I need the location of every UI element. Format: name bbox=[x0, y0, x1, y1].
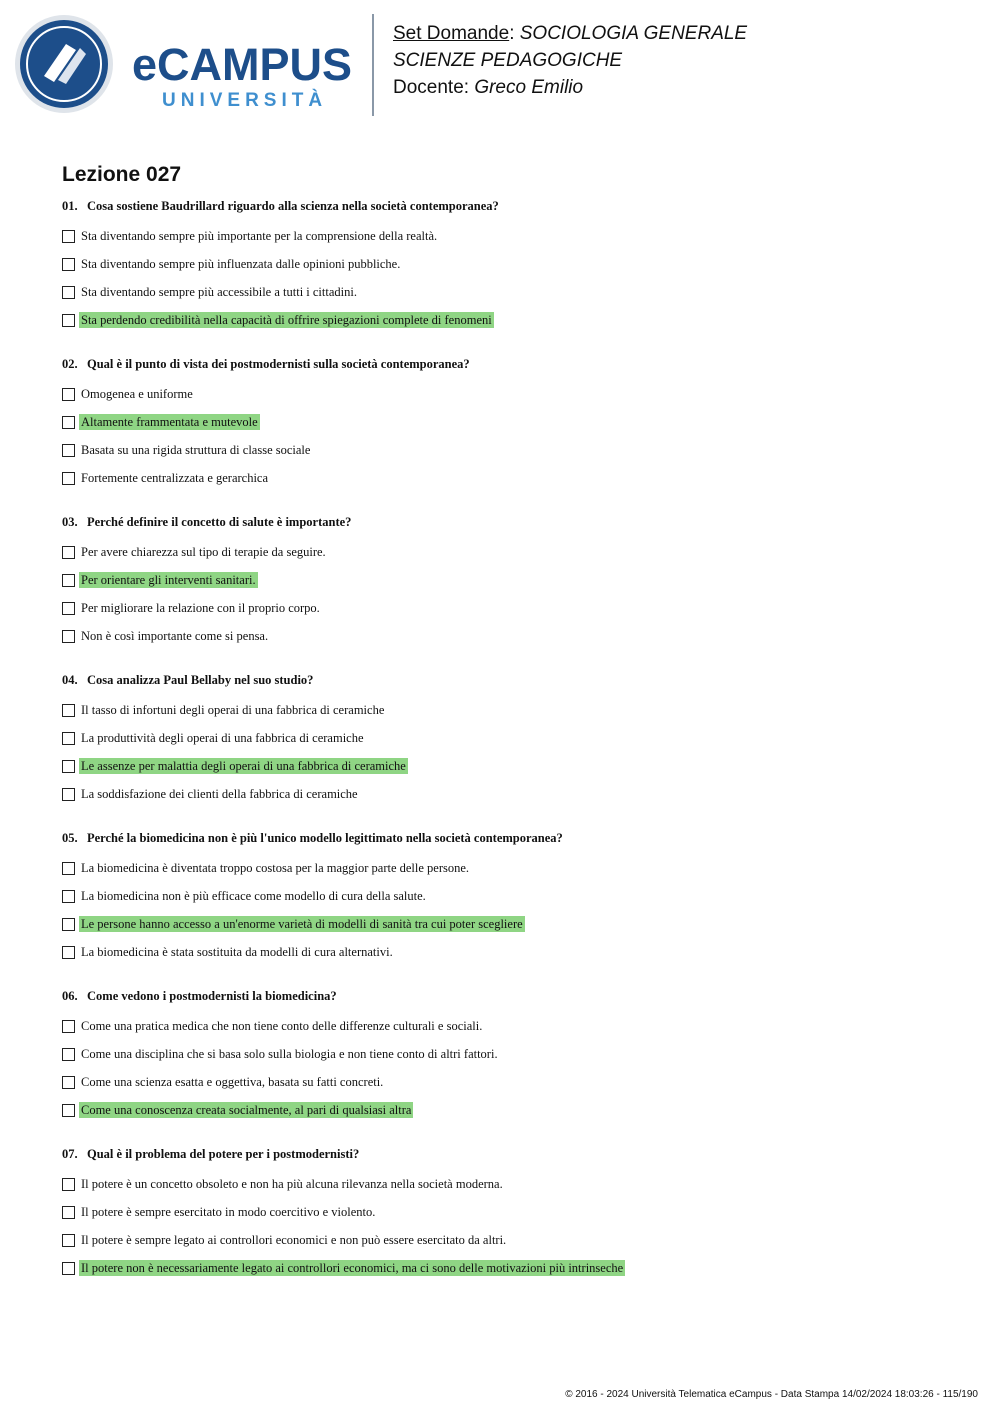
quiz-content bbox=[62, 162, 962, 1304]
question-title bbox=[62, 988, 962, 1004]
question-7 bbox=[62, 1146, 962, 1282]
answer-text: Sta perdendo credibilità nella capacità di offrire spiegazioni complete di fenomeni bbox=[81, 313, 492, 327]
page-footer: © 2016 - 2024 Università Telematica eCampus - Data Stampa 14/02/2024 18:03:26 - 115/190 bbox=[565, 1389, 978, 1400]
checkbox-icon[interactable] bbox=[62, 1020, 75, 1033]
checkbox-icon[interactable] bbox=[62, 314, 75, 327]
answer-option[interactable] bbox=[62, 696, 962, 724]
checkbox-icon[interactable] bbox=[62, 1076, 75, 1089]
question-number: 06. bbox=[62, 989, 78, 1003]
answer-option[interactable] bbox=[62, 1226, 962, 1254]
checkbox-icon[interactable] bbox=[62, 602, 75, 615]
checkbox-icon[interactable] bbox=[62, 946, 75, 959]
answer-option-correct[interactable] bbox=[62, 1254, 962, 1282]
checkbox-icon[interactable] bbox=[62, 630, 75, 643]
checkbox-icon[interactable] bbox=[62, 546, 75, 559]
answer-text: Il potere è sempre esercitato in modo coercitivo e violento. bbox=[81, 1205, 376, 1219]
answer-text: Sta diventando sempre più accessibile a tutti i cittadini. bbox=[81, 285, 357, 299]
question-text: Perché definire il concetto di salute è importante? bbox=[87, 515, 352, 529]
question-text: Cosa analizza Paul Bellaby nel suo studio? bbox=[87, 673, 314, 687]
answer-option[interactable] bbox=[62, 222, 962, 250]
checkbox-icon[interactable] bbox=[62, 760, 75, 773]
checkbox-icon[interactable] bbox=[62, 788, 75, 801]
question-title bbox=[62, 514, 962, 530]
answer-text: Altamente frammentata e mutevole bbox=[81, 415, 258, 429]
answer-option[interactable] bbox=[62, 380, 962, 408]
answer-text: Il potere è sempre legato ai controllori economici e non può essere esercitato da altri. bbox=[81, 1233, 507, 1247]
answer-option-correct[interactable] bbox=[62, 910, 962, 938]
set-line bbox=[393, 20, 747, 47]
ecampus-logo bbox=[14, 14, 354, 114]
checkbox-icon[interactable] bbox=[62, 230, 75, 243]
course-name: SOCIOLOGIA GENERALE bbox=[519, 23, 748, 44]
answer-text: La biomedicina è stata sostituita da modelli di cura alternativi. bbox=[81, 945, 393, 959]
checkbox-icon[interactable] bbox=[62, 574, 75, 587]
answer-option[interactable] bbox=[62, 1068, 962, 1096]
answer-option-correct[interactable] bbox=[62, 1096, 962, 1124]
answer-option-correct[interactable] bbox=[62, 566, 962, 594]
question-text: Qual è il problema del potere per i postmodernisti? bbox=[87, 1147, 360, 1161]
docente-name: Greco Emilio bbox=[474, 77, 584, 98]
checkbox-icon[interactable] bbox=[62, 472, 75, 485]
checkbox-icon[interactable] bbox=[62, 1104, 75, 1117]
answer-text: Come una conoscenza creata socialmente, al pari di qualsiasi altra bbox=[81, 1103, 412, 1117]
logo-word: eCAMPUS bbox=[132, 39, 353, 90]
docente-line bbox=[393, 74, 747, 101]
question-title bbox=[62, 356, 962, 372]
answer-option[interactable] bbox=[62, 854, 962, 882]
answer-text: Per orientare gli interventi sanitari. bbox=[81, 573, 256, 587]
checkbox-icon[interactable] bbox=[62, 704, 75, 717]
answer-option-correct[interactable] bbox=[62, 408, 962, 436]
checkbox-icon[interactable] bbox=[62, 388, 75, 401]
header-text bbox=[393, 20, 747, 101]
question-number: 03. bbox=[62, 515, 78, 529]
answer-option[interactable] bbox=[62, 780, 962, 808]
question-list bbox=[62, 198, 962, 1282]
answer-option[interactable] bbox=[62, 1198, 962, 1226]
answer-text: Come una disciplina che si basa solo sulla biologia e non tiene conto di altri fattori. bbox=[81, 1047, 498, 1061]
checkbox-icon[interactable] bbox=[62, 1206, 75, 1219]
program-line bbox=[393, 47, 747, 74]
answer-text: La soddisfazione dei clienti della fabbrica di ceramiche bbox=[81, 787, 358, 801]
answer-text: Le assenze per malattia degli operai di una fabbrica di ceramiche bbox=[81, 759, 406, 773]
checkbox-icon[interactable] bbox=[62, 258, 75, 271]
question-text: Perché la biomedicina non è più l'unico modello legittimato nella società contemporanea? bbox=[87, 831, 563, 845]
set-sep: : bbox=[509, 23, 520, 44]
question-text: Come vedono i postmodernisti la biomedicina? bbox=[87, 989, 337, 1003]
program-name: SCIENZE PEDAGOGICHE bbox=[393, 50, 623, 71]
page-header bbox=[0, 0, 1000, 130]
checkbox-icon[interactable] bbox=[62, 918, 75, 931]
answer-text: Come una pratica medica che non tiene conto delle differenze culturali e sociali. bbox=[81, 1019, 483, 1033]
header-divider bbox=[372, 14, 374, 116]
answer-option[interactable] bbox=[62, 724, 962, 752]
answer-text: Non è così importante come si pensa. bbox=[81, 629, 269, 643]
answer-option[interactable] bbox=[62, 938, 962, 966]
answer-text: La produttività degli operai di una fabbrica di ceramiche bbox=[81, 731, 364, 745]
question-6 bbox=[62, 988, 962, 1124]
question-title bbox=[62, 1146, 962, 1162]
checkbox-icon[interactable] bbox=[62, 862, 75, 875]
checkbox-icon[interactable] bbox=[62, 1178, 75, 1191]
checkbox-icon[interactable] bbox=[62, 890, 75, 903]
logo-sub: UNIVERSITÀ bbox=[162, 90, 328, 111]
docente-label: Docente: bbox=[393, 77, 475, 98]
checkbox-icon[interactable] bbox=[62, 1048, 75, 1061]
answer-option[interactable] bbox=[62, 436, 962, 464]
answer-text: Omogenea e uniforme bbox=[81, 387, 193, 401]
lesson-title: Lezione 027 bbox=[62, 163, 182, 186]
question-number: 04. bbox=[62, 673, 78, 687]
checkbox-icon[interactable] bbox=[62, 444, 75, 457]
question-number: 07. bbox=[62, 1147, 78, 1161]
question-text: Qual è il punto di vista dei postmodernisti sulla società contemporanea? bbox=[87, 357, 470, 371]
checkbox-icon[interactable] bbox=[62, 1262, 75, 1275]
answer-option[interactable] bbox=[62, 1012, 962, 1040]
answer-text: Sta diventando sempre più influenzata dalle opinioni pubbliche. bbox=[81, 257, 401, 271]
checkbox-icon[interactable] bbox=[62, 286, 75, 299]
answer-option[interactable] bbox=[62, 594, 962, 622]
answer-text: Per avere chiarezza sul tipo di terapie da seguire. bbox=[81, 545, 326, 559]
question-5 bbox=[62, 830, 962, 966]
question-number: 02. bbox=[62, 357, 78, 371]
checkbox-icon[interactable] bbox=[62, 416, 75, 429]
answer-text: Sta diventando sempre più importante per la comprensione della realtà. bbox=[81, 229, 438, 243]
question-number: 01. bbox=[62, 199, 78, 213]
answer-option[interactable] bbox=[62, 1170, 962, 1198]
checkbox-icon[interactable] bbox=[62, 732, 75, 745]
checkbox-icon[interactable] bbox=[62, 1234, 75, 1247]
answer-text: Il tasso di infortuni degli operai di una fabbrica di ceramiche bbox=[81, 703, 385, 717]
answer-option[interactable] bbox=[62, 882, 962, 910]
set-label: Set Domande bbox=[393, 23, 510, 44]
answer-text: Come una scienza esatta e oggettiva, basata su fatti concreti. bbox=[81, 1075, 384, 1089]
question-title bbox=[62, 830, 962, 846]
answer-option[interactable] bbox=[62, 538, 962, 566]
answer-text: Le persone hanno accesso a un'enorme varietà di modelli di sanità tra cui poter scegliere bbox=[81, 917, 523, 931]
answer-option-correct[interactable] bbox=[62, 752, 962, 780]
question-3 bbox=[62, 514, 962, 650]
question-2 bbox=[62, 356, 962, 492]
question-text: Cosa sostiene Baudrillard riguardo alla scienza nella società contemporanea? bbox=[87, 199, 499, 213]
answer-text: La biomedicina è diventata troppo costosa per la maggior parte delle persone. bbox=[81, 861, 470, 875]
question-title bbox=[62, 672, 962, 688]
question-title bbox=[62, 198, 962, 214]
question-1 bbox=[62, 198, 962, 334]
question-number: 05. bbox=[62, 831, 78, 845]
answer-option[interactable] bbox=[62, 250, 962, 278]
answer-text: Il potere non è necessariamente legato ai controllori economici, ma ci sono delle motivazioni più intrinseche bbox=[81, 1261, 624, 1275]
answer-text: Basata su una rigida struttura di classe sociale bbox=[81, 443, 311, 457]
answer-option-correct[interactable] bbox=[62, 306, 962, 334]
answer-option[interactable] bbox=[62, 622, 962, 650]
answer-option[interactable] bbox=[62, 278, 962, 306]
answer-option[interactable] bbox=[62, 464, 962, 492]
answer-text: Fortemente centralizzata e gerarchica bbox=[81, 471, 269, 485]
answer-text: Il potere è un concetto obsoleto e non ha più alcuna rilevanza nella società moderna. bbox=[81, 1177, 503, 1191]
answer-text: La biomedicina non è più efficace come modello di cura della salute. bbox=[81, 889, 426, 903]
answer-option[interactable] bbox=[62, 1040, 962, 1068]
question-4 bbox=[62, 672, 962, 808]
answer-text: Per migliorare la relazione con il proprio corpo. bbox=[81, 601, 320, 615]
